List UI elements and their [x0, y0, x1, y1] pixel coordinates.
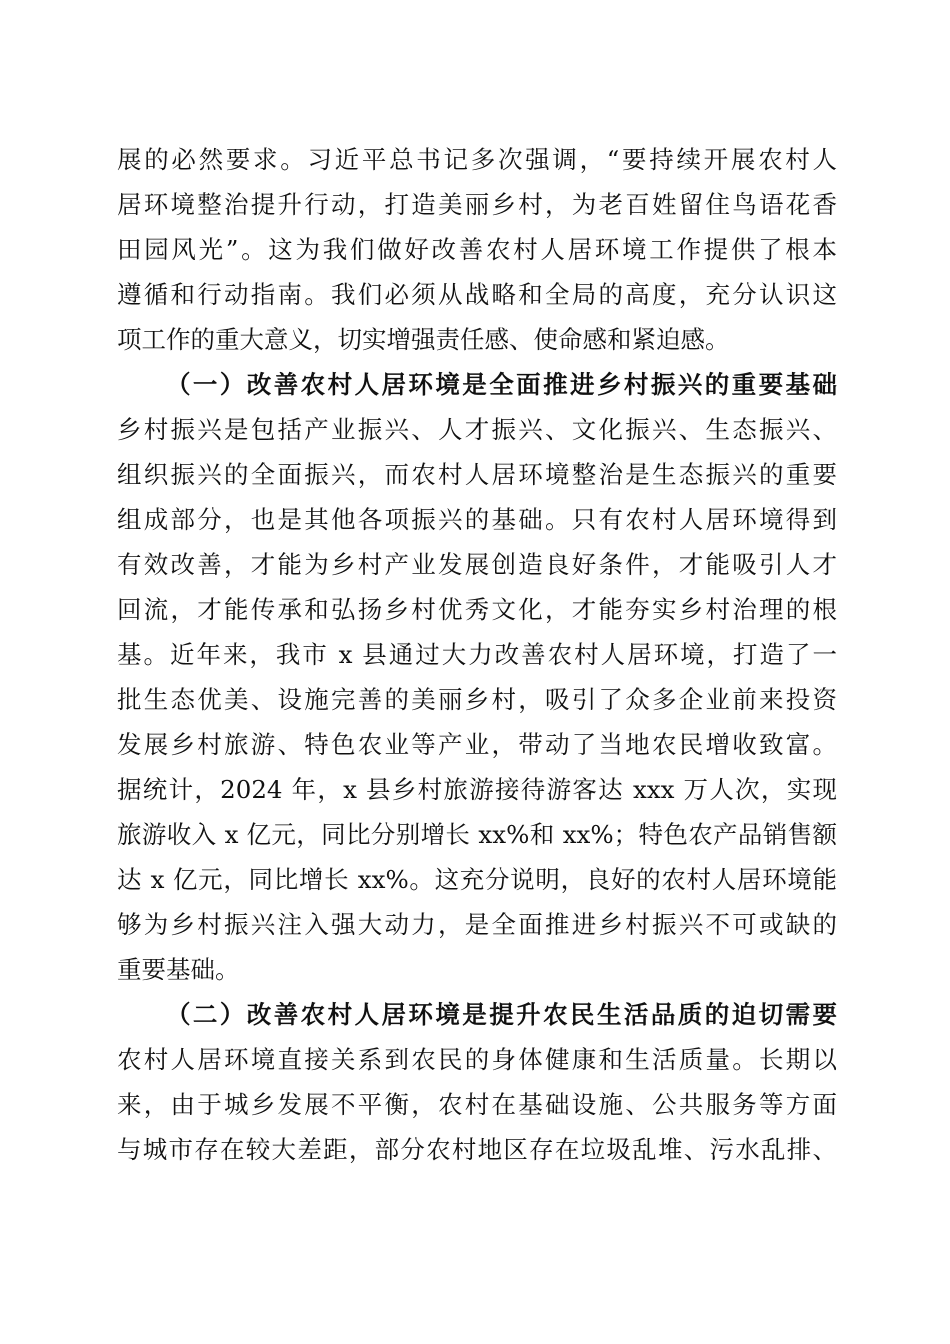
body-text-line: 项工作的重大意义，切实增强责任感、使命感和紧迫感。	[117, 325, 730, 354]
body-text-line: 够为乡村振兴注入强大动力，是全面推进乡村振兴不可或缺的	[117, 910, 837, 939]
body-text-line: 旅游收入 x 亿元，同比分别增长 xx%和 xx%；特色农产品销售额	[117, 820, 837, 849]
section-heading-2: （二）改善农村人居环境是提升农民生活品质的迫切需要	[166, 1000, 837, 1029]
body-text-line: 达 x 亿元，同比增长 xx%。这充分说明，良好的农村人居环境能	[117, 865, 837, 894]
body-text-line: 田园风光”。这为我们做好改善农村人居环境工作提供了根本	[117, 235, 837, 264]
body-text-line: 重要基础。	[117, 955, 240, 984]
body-text-line: 发展乡村旅游、特色农业等产业，带动了当地农民增收致富。	[117, 730, 837, 759]
body-text-line: 乡村振兴是包括产业振兴、人才振兴、文化振兴、生态振兴、	[117, 415, 837, 444]
body-text-line: 遵循和行动指南。我们必须从战略和全局的高度，充分认识这	[117, 280, 837, 309]
body-text-line: 基。近年来，我市 x 县通过大力改善农村人居环境，打造了一	[117, 640, 837, 669]
body-text-line: 组成部分，也是其他各项振兴的基础。只有农村人居环境得到	[117, 505, 837, 534]
body-text-line: 批生态优美、设施完善的美丽乡村，吸引了众多企业前来投资	[117, 685, 837, 714]
body-text-line: 回流，才能传承和弘扬乡村优秀文化，才能夯实乡村治理的根	[117, 595, 837, 624]
body-text-line: 居环境整治提升行动，打造美丽乡村，为老百姓留住鸟语花香	[117, 190, 837, 219]
body-text-line: 组织振兴的全面振兴，而农村人居环境整治是生态振兴的重要	[117, 460, 837, 489]
body-text-line: 有效改善，才能为乡村产业发展创造良好条件，才能吸引人才	[117, 550, 837, 579]
body-text-line: 来，由于城乡发展不平衡，农村在基础设施、公共服务等方面	[117, 1090, 837, 1119]
body-text-line: 农村人居环境直接关系到农民的身体健康和生活质量。长期以	[117, 1045, 837, 1074]
body-text-line: 展的必然要求。习近平总书记多次强调，“要持续开展农村人	[117, 145, 837, 174]
body-text-line: 据统计，2024 年，x 县乡村旅游接待游客达 xxx 万人次，实现	[117, 775, 837, 804]
body-text-line: 与城市存在较大差距，部分农村地区存在垃圾乱堆、污水乱排、	[117, 1135, 837, 1164]
section-heading-1: （一）改善农村人居环境是全面推进乡村振兴的重要基础	[166, 370, 837, 399]
